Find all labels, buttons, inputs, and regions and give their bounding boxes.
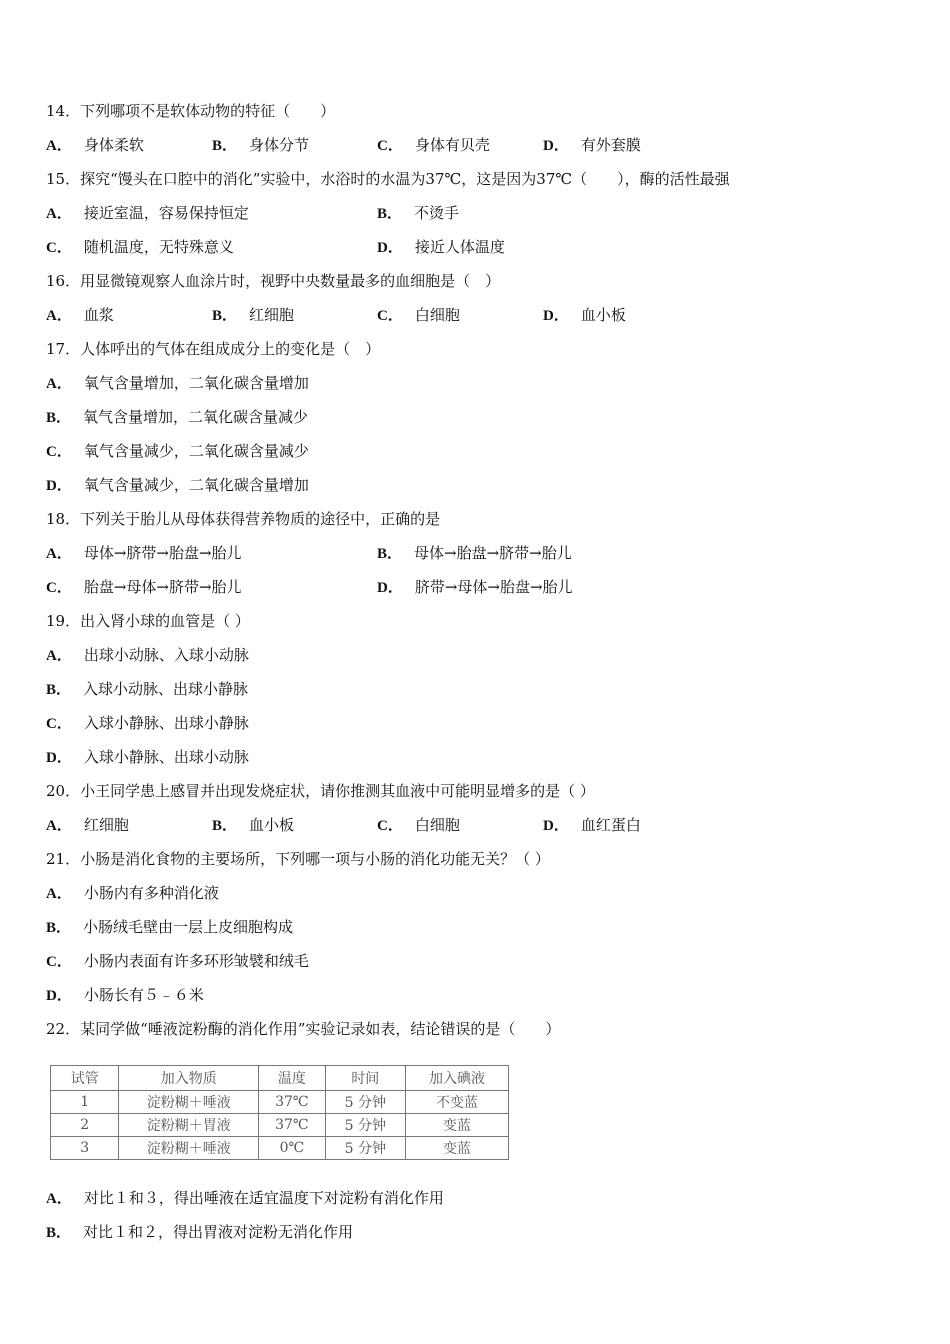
table-cell: 淀粉糊＋唾液 <box>119 1091 259 1114</box>
q17-option-d: D． 氧气含量减少，二氧化碳含量增加 <box>46 476 309 494</box>
q14-option-d: D． 有外套膜 <box>543 136 641 154</box>
table-header: 加入物质 <box>119 1066 259 1091</box>
experiment-table <box>50 1065 509 1160</box>
q16-option-a: A． 血浆 <box>46 306 114 324</box>
table-row <box>51 1137 509 1160</box>
question-18-stem: 18．下列关于胎儿从母体获得营养物质的途径中，正确的是 <box>46 510 441 528</box>
table-cell: 0℃ <box>259 1137 326 1160</box>
q18-option-c: C． 胎盘→母体→脐带→胎儿 <box>46 578 242 596</box>
table-cell: 变蓝 <box>405 1137 508 1160</box>
table-cell: 不变蓝 <box>405 1091 508 1114</box>
q19-option-a: A． 出球小动脉、入球小动脉 <box>46 646 249 664</box>
table-cell: 淀粉糊＋胃液 <box>119 1114 259 1137</box>
question-16-stem: 16．用显微镜观察人血涂片时，视野中央数量最多的血细胞是（ ） <box>46 272 501 290</box>
table-row <box>51 1091 509 1114</box>
table-header: 时间 <box>325 1066 405 1091</box>
q14-option-b: B． 身体分节 <box>212 136 310 154</box>
table-cell: 37℃ <box>259 1091 326 1114</box>
q20-option-d: D． 血红蛋白 <box>543 816 641 834</box>
table-header: 温度 <box>259 1066 326 1091</box>
q18-option-d: D． 脐带→母体→胎盘→胎儿 <box>377 578 573 596</box>
q17-option-b: B． 氧气含量增加，二氧化碳含量减少 <box>46 408 309 426</box>
table-cell: 1 <box>51 1091 119 1114</box>
question-21-stem: 21．小肠是消化食物的主要场所，下列哪一项与小肠的消化功能无关？（ ） <box>46 850 550 868</box>
question-15-stem: 15．探究“馒头在口腔中的消化”实验中，水浴时的水温为37℃，这是因为37℃（ ），酶的活性最强 <box>46 170 730 188</box>
table-cell: 5 分钟 <box>325 1114 405 1137</box>
question-17-stem: 17．人体呼出的气体在组成成分上的变化是（ ） <box>46 340 381 358</box>
q15-option-a: A． 接近室温，容易保持恒定 <box>46 204 249 222</box>
q18-option-b: B． 母体→胎盘→脐带→胎儿 <box>377 544 572 562</box>
q20-option-c: C． 白细胞 <box>377 816 460 834</box>
q21-option-b: B． 小肠绒毛壁由一层上皮细胞构成 <box>46 918 294 936</box>
q17-option-a: A． 氧气含量增加，二氧化碳含量增加 <box>46 374 309 392</box>
q14-option-c: C． 身体有贝壳 <box>377 136 490 154</box>
question-19-stem: 19．出入肾小球的血管是（ ） <box>46 612 250 630</box>
q21-option-d: D． 小肠长有５﹣６米 <box>46 986 204 1004</box>
q16-option-c: C． 白细胞 <box>377 306 460 324</box>
q15-option-b: B． 不烫手 <box>377 204 460 222</box>
q19-option-b: B． 入球小动脉、出球小静脉 <box>46 680 249 698</box>
q22-option-a: A． 对比１和３，得出唾液在适宜温度下对淀粉有消化作用 <box>46 1189 444 1207</box>
question-20-stem: 20．小王同学患上感冒并出现发烧症状，请你推测其血液中可能明显增多的是（ ） <box>46 782 595 800</box>
q22-option-b: B． 对比１和２，得出胃液对淀粉无消化作用 <box>46 1223 354 1241</box>
q16-option-d: D． 血小板 <box>543 306 626 324</box>
q14-option-a: A． 身体柔软 <box>46 136 144 154</box>
q19-option-d: D． 入球小静脉、出球小动脉 <box>46 748 249 766</box>
table-cell: 37℃ <box>259 1114 326 1137</box>
q21-option-a: A． 小肠内有多种消化液 <box>46 884 219 902</box>
table-cell: 5 分钟 <box>325 1091 405 1114</box>
q19-option-c: C． 入球小静脉、出球小静脉 <box>46 714 249 732</box>
table-header: 试管 <box>51 1066 119 1091</box>
q20-option-b: B． 血小板 <box>212 816 295 834</box>
table-row <box>51 1114 509 1137</box>
table-cell: 2 <box>51 1114 119 1137</box>
q16-option-b: B． 红细胞 <box>212 306 295 324</box>
table-header-row <box>51 1066 509 1091</box>
q18-option-a: A． 母体→脐带→胎盘→胎儿 <box>46 544 242 562</box>
q15-option-c: C． 随机温度，无特殊意义 <box>46 238 234 256</box>
q20-option-a: A． 红细胞 <box>46 816 129 834</box>
q17-option-c: C． 氧气含量减少，二氧化碳含量减少 <box>46 442 309 460</box>
table-cell: 淀粉糊＋唾液 <box>119 1137 259 1160</box>
q15-option-d: D． 接近人体温度 <box>377 238 505 256</box>
table-cell: 变蓝 <box>405 1114 508 1137</box>
table-cell: 3 <box>51 1137 119 1160</box>
table-header: 加入碘液 <box>405 1066 508 1091</box>
question-22-stem: 22．某同学做“唾液淀粉酶的消化作用”实验记录如表，结论错误的是（ ） <box>46 1020 561 1038</box>
q21-option-c: C． 小肠内表面有许多环形皱襞和绒毛 <box>46 952 309 970</box>
table-cell: 5 分钟 <box>325 1137 405 1160</box>
question-14-stem: 14．下列哪项不是软体动物的特征（ ） <box>46 102 336 120</box>
